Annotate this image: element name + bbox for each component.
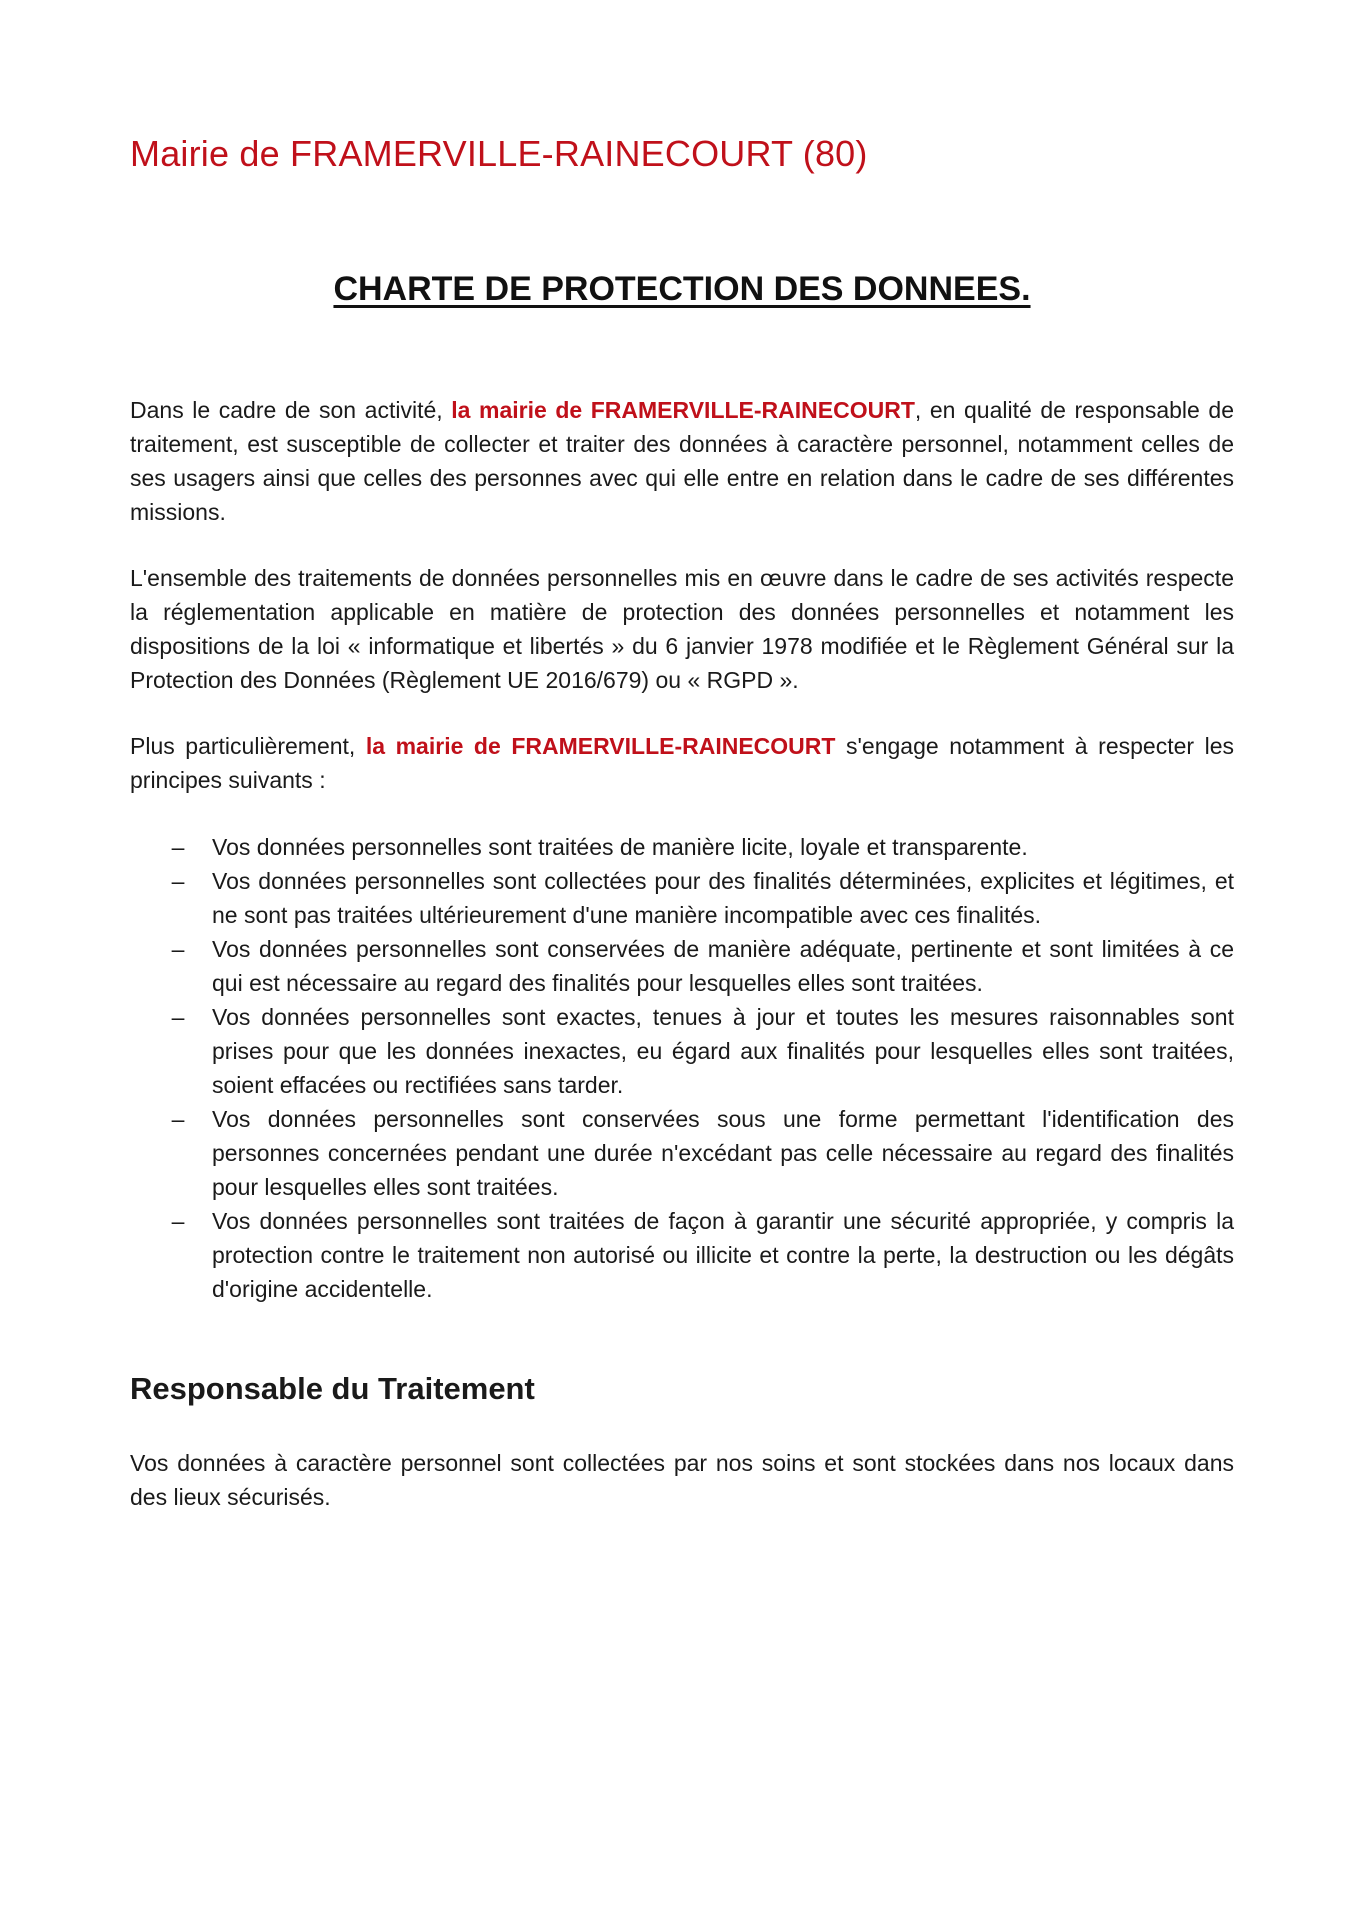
list-item [130, 1000, 1234, 1102]
list-item-text: Vos données personnelles sont collectées pour des finalités déterminées, explicites et légitimes, et ne sont pas traitées ultérieurement d'une manière incompatible avec ces finalités. [212, 868, 1234, 928]
list-marker: – [171, 936, 185, 962]
list-marker: – [171, 1004, 185, 1030]
intro-text-start: Dans le cadre de son activité, [130, 397, 452, 423]
list-item-text: Vos données personnelles sont traitées de manière licite, loyale et transparente. [212, 834, 1028, 860]
list-marker: – [171, 868, 185, 894]
section-heading: Responsable du Traitement [130, 1371, 535, 1406]
list-marker: – [171, 834, 185, 860]
section-paragraph: Vos données à caractère personnel sont collectées par nos soins et sont stockées dans nos locaux dans des lieux sécurisés. [130, 1450, 1234, 1510]
regulation-paragraph: L'ensemble des traitements de données personnelles mis en œuvre dans le cadre de ses activités respecte la réglementation applicable en matière de protection des données personnelles et notamment les dispositions de la loi « informatique et libertés » du 6 janvier 1978 modifiée et le Règlement Général sur la Protection des Données (Règlement UE 2016/679) ou « RGPD ». [130, 565, 1234, 693]
list-item [130, 932, 1234, 1000]
commitment-text-start: Plus particulièrement, [130, 733, 366, 759]
list-item [130, 830, 1234, 864]
organization-title: Mairie de FRAMERVILLE-RAINECOURT (80) [130, 133, 868, 174]
list-marker: – [171, 1208, 185, 1234]
mairie-name-highlight: la mairie de FRAMERVILLE-RAINECOURT [365, 733, 836, 759]
list-item-text: Vos données personnelles sont conservées de manière adéquate, pertinente et sont limitées à ce qui est nécessaire au regard des finalités pour lesquelles elles sont traitées. [212, 936, 1234, 996]
commitment-text-end: s'engage notamment à respecter les principes suivants : [130, 733, 1234, 793]
intro-paragraph [130, 393, 1234, 529]
principles-list [130, 830, 1234, 1306]
list-item [130, 864, 1234, 932]
list-item-text: Vos données personnelles sont conservées sous une forme permettant l'identification des personnes concernées pendant une durée n'excédant pas celle nécessaire au regard des finalités pour lesquelles elles sont traitées. [212, 1106, 1234, 1200]
list-item [130, 1204, 1234, 1306]
mairie-name-highlight: la mairie de FRAMERVILLE-RAINECOURT [451, 397, 915, 423]
list-item-text: Vos données personnelles sont exactes, tenues à jour et toutes les mesures raisonnables sont prises pour que les données inexactes, eu égard aux finalités pour lesquelles elles sont traitées, soient effacées ou rectifiées sans tarder. [212, 1004, 1234, 1098]
commitment-paragraph [130, 729, 1234, 797]
intro-text-end: , en qualité de responsable de traitement, est susceptible de collecter et traiter des données à caractère personnel, notamment celles de ses usagers ainsi que celles des personnes avec qui elle entre en relation dans le cadre de ses différentes missions. [130, 397, 1234, 525]
list-item [130, 1102, 1234, 1204]
list-item-text: Vos données personnelles sont traitées de façon à garantir une sécurité appropriée, y compris la protection contre le traitement non autorisé ou illicite et contre la perte, la destruction ou les dégâts d'origine accidentelle. [212, 1208, 1234, 1302]
document-title: CHARTE DE PROTECTION DES DONNEES. [333, 270, 1031, 308]
list-marker: – [171, 1106, 185, 1132]
